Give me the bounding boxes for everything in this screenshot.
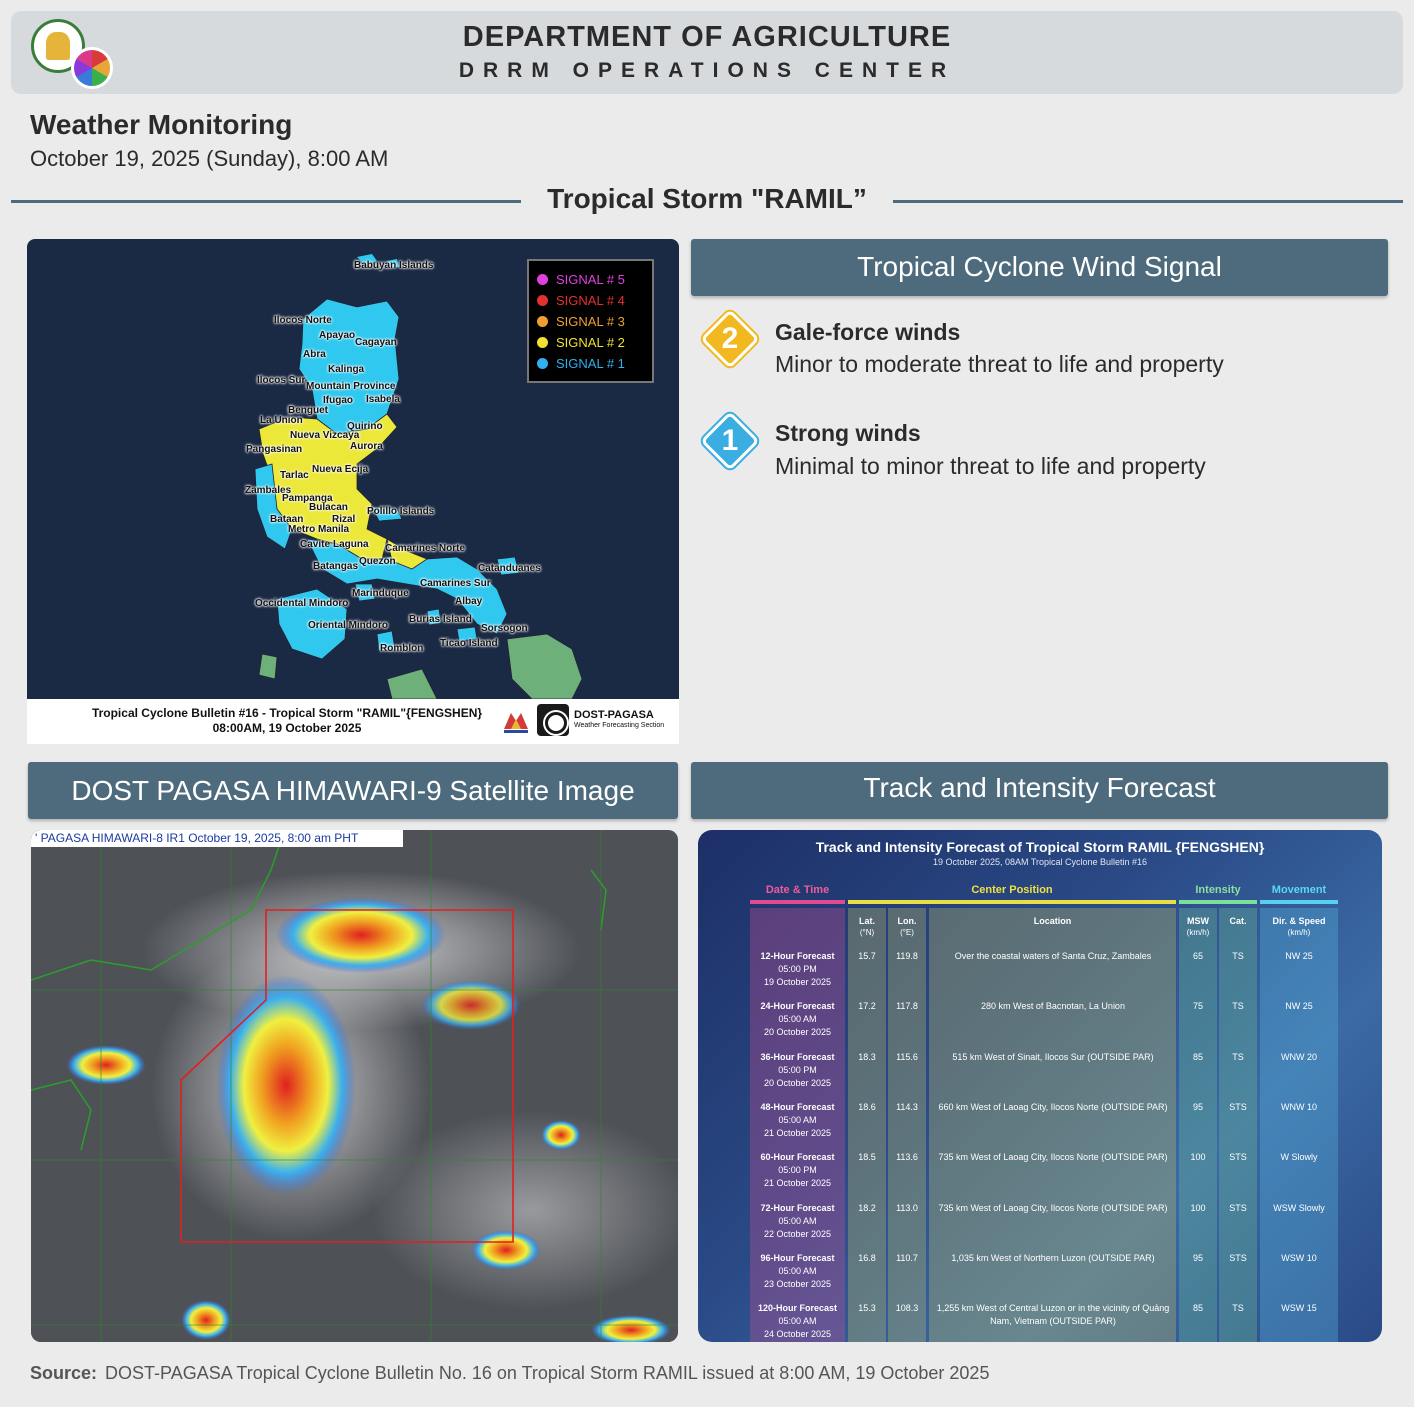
cell-time: 05:00 PM [778,1064,817,1075]
cell-cat: TS [1232,1001,1244,1012]
map-label: Camarines Norte [385,543,466,554]
cell-date: 21 October 2025 [763,1178,832,1189]
cell-period [750,1000,845,1039]
cell-location: Over the coastal waters of Santa Cruz, Zambales [954,951,1152,961]
satellite-image-graphic [31,830,678,1342]
cell-location: 1,255 km West of Central Luzon or in the vicinity of Quảng Nam, Vietnam (OUTSIDE PAR) [936,1303,1170,1327]
map-label: Pampanga [282,493,333,504]
legend-item [537,269,644,290]
cell-location: 660 km West of Laoag City, Ilocos Norte (OUTSIDE PAR) [938,1101,1168,1112]
group-intensity: Intensity [1195,884,1241,896]
column-unit: (°E) [900,928,914,937]
cell-movement: WSW Slowly [1273,1202,1325,1213]
cell-msw: 65 [1192,951,1203,961]
divider-left [11,200,521,203]
legend-label: SIGNAL # 1 [556,356,625,371]
map-label: La Union [260,415,303,426]
map-label: Mountain Province [306,381,396,392]
cell-cat: STS [1229,1152,1247,1163]
group-center-position: Center Position [971,884,1053,896]
map-label: Quirino [347,421,383,432]
legend-swatch [537,337,548,348]
map-label: Rizal [332,514,356,525]
legend-item [537,353,644,374]
cell-cat: STS [1229,1101,1247,1112]
column-unit: (km/h) [1287,928,1311,937]
cell-movement: WNW 10 [1281,1101,1317,1112]
cell-location: 280 km West of Bacnotan, La Union [981,1001,1125,1012]
cell-lat: 18.2 [858,1202,876,1213]
table-row [698,1202,1382,1252]
column-label: Dir. & Speed [1272,916,1326,926]
map-label: Tarlac [280,470,309,481]
map-label: Kalinga [328,364,365,375]
cell-msw: 100 [1190,1152,1206,1163]
forecast-title: Track and Intensity Forecast of Tropical Storm RAMIL {FENGSHEN} [815,839,1265,855]
page-date: October 19, 2025 (Sunday), 8:00 AM [30,146,389,171]
column-header-lat [848,916,886,938]
storm-title: Tropical Storm "RAMIL” [547,183,867,214]
group-movement: Movement [1271,884,1327,896]
cell-movement: WNW 20 [1281,1051,1317,1062]
header-banner [11,11,1403,94]
wind-signal-map [27,239,679,699]
cell-lon: 108.3 [895,1303,919,1314]
satellite-caption: ' PAGASA HIMAWARI-8 IR1 October 19, 2025, 8:00 am PHT [31,830,403,847]
map-label: Benguet [288,405,328,416]
map-label: Isabela [366,394,400,405]
cell-location: 1,035 km West of Northern Luzon (OUTSIDE PAR) [951,1252,1155,1263]
cell-time: 05:00 AM [778,1215,817,1226]
cell-date: 24 October 2025 [763,1329,832,1340]
cell-date: 21 October 2025 [763,1127,832,1138]
table-row [698,1302,1382,1342]
cell-cat: STS [1229,1202,1247,1213]
map-label: Apayao [319,330,356,341]
map-label: Oriental Mindoro [308,620,388,631]
table-row [698,1252,1382,1302]
agency-subname: Weather Forecasting Section [574,722,665,729]
cell-date: 19 October 2025 [763,977,832,987]
column-header-movement [1260,916,1338,938]
satellite-image [31,830,678,1342]
legend-swatch [537,358,548,369]
header-subtitle: DRRM OPERATIONS CENTER [458,59,956,82]
group-date-time: Date & Time [765,884,830,896]
cell-period: 12-Hour Forecast [760,951,835,961]
cell-lon: 119.8 [896,951,918,961]
map-label: Zambales [245,485,292,496]
signal-1-description: Minimal to minor threat to life and property [775,453,1206,479]
cell-lat: 18.3 [858,1051,876,1062]
column-header-location: Location [1033,916,1072,926]
column-header-lon [888,916,926,938]
cell-date: 23 October 2025 [763,1278,832,1289]
group-line-intensity [1179,900,1257,904]
cell-time: 05:00 AM [778,1014,817,1025]
column-unit: (°N) [859,928,875,937]
map-label: Babuyan Islands [354,260,434,271]
cell-cat: TS [1232,1303,1244,1314]
cell-movement: W Slowly [1280,1152,1318,1163]
cell-movement: NW 25 [1285,951,1313,961]
cell-lon: 113.0 [896,1202,918,1213]
header-title: DEPARTMENT OF AGRICULTURE [462,21,952,53]
cell-msw: 95 [1192,1252,1203,1263]
map-label: Metro Manila [288,524,350,535]
map-label: Batangas [313,561,359,572]
legend-label: SIGNAL # 4 [556,293,625,308]
forecast-header: Track and Intensity Forecast [691,762,1388,819]
divider-right [893,200,1403,203]
cell-location: 735 km West of Laoag City, Ilocos Norte (OUTSIDE PAR) [938,1202,1168,1213]
map-label: Abra [303,349,326,360]
table-row [698,1101,1382,1151]
map-label: Bataan [270,514,304,525]
cell-time: 05:00 PM [778,964,817,974]
group-line-center [848,900,1176,904]
map-label: Nueva Vizcaya [290,430,360,441]
cell-lon: 115.6 [896,1051,918,1062]
cell-period: 120-Hour Forecast [757,1303,838,1314]
map-label: Burias Island [409,614,472,625]
column-label: Lat. [858,916,875,926]
map-label: Romblon [380,643,424,654]
wind-signal-header: Tropical Cyclone Wind Signal [691,239,1388,296]
signal-2-description: Minor to moderate threat to life and property [775,351,1224,377]
column-header-msw [1179,916,1217,938]
cell-msw: 75 [1192,1001,1203,1012]
cell-period: 36-Hour Forecast [760,1051,835,1062]
cell-lon: 117.8 [896,1001,918,1012]
cell-period [750,950,845,989]
legend-swatch [537,295,548,306]
legend-label: SIGNAL # 2 [556,335,625,350]
signal-legend [527,259,654,383]
cell-date: 22 October 2025 [763,1228,832,1239]
legend-swatch [537,316,548,327]
cell-time: 05:00 PM [778,1165,817,1176]
map-label: Marinduque [352,588,409,599]
table-row [698,1000,1382,1050]
source-text: DOST-PAGASA Tropical Cyclone Bulletin No. 16 on Tropical Storm RAMIL issued at 8:00 AM, 19 October 2025 [105,1363,990,1383]
philippine-seal-icon [501,707,531,735]
map-label: Bulacan [309,502,348,513]
map-label: Sorsogon [481,623,528,634]
cell-lat: 18.5 [858,1152,876,1163]
cell-cat: TS [1232,951,1244,961]
cell-msw: 85 [1192,1051,1203,1062]
cell-time: 05:00 AM [778,1265,817,1276]
cell-cat: STS [1229,1252,1247,1263]
forecast-table-panel [698,830,1382,1342]
forecast-subtitle: 19 October 2025, 08AM Tropical Cyclone Bulletin #16 [932,857,1148,867]
column-unit: (km/h) [1186,928,1210,937]
table-row [698,1051,1382,1101]
legend-label: SIGNAL # 3 [556,314,625,329]
cell-msw: 100 [1190,1202,1206,1213]
cell-location: 515 km West of Sinait, Ilocos Sur (OUTSIDE PAR) [952,1051,1154,1062]
page-title: Weather Monitoring [30,109,293,140]
cell-msw: 95 [1192,1101,1203,1112]
cell-lat: 16.8 [858,1252,876,1263]
signal-1-number: 1 [721,424,739,457]
cell-lat: 15.7 [858,951,876,961]
map-label: Cagayan [355,337,397,348]
cell-lon: 110.7 [896,1252,918,1263]
map-label: Polillo Islands [367,506,435,517]
source-label: Source: [30,1363,98,1383]
cell-period [750,1252,845,1291]
map-label: Ifugao [323,395,353,406]
cell-period: 96-Hour Forecast [760,1252,835,1263]
map-label: Pangasinan [246,444,303,455]
map-caption-time: 08:00AM, 19 October 2025 [212,721,362,735]
cell-date: 20 October 2025 [763,1077,832,1088]
cell-period [750,1051,845,1090]
group-line-date [750,900,845,904]
signal-2-heading: Gale-force winds [775,319,961,345]
cell-lat: 18.6 [858,1101,876,1112]
signal-1-heading: Strong winds [775,420,921,446]
cell-period: 72-Hour Forecast [760,1202,835,1213]
signal-2-number: 2 [721,322,739,355]
cell-period: 48-Hour Forecast [760,1101,835,1112]
cell-date: 20 October 2025 [763,1027,832,1038]
cell-period [750,1101,845,1140]
map-label: Quezon [359,556,396,567]
map-label: Albay [455,596,483,607]
map-caption: Tropical Cyclone Bulletin #16 - Tropical Storm "RAMIL"{FENGSHEN} [91,706,483,720]
cell-lon: 114.3 [896,1101,918,1112]
cell-lon: 113.6 [896,1152,918,1163]
cell-lat: 15.3 [858,1303,876,1314]
cell-lat: 17.2 [858,1001,876,1012]
map-label: Catanduanes [478,563,541,574]
group-line-movement [1260,900,1338,904]
column-header-cat: Cat. [1229,916,1247,926]
wind-signal-map-panel [27,239,679,744]
satellite-header: DOST PAGASA HIMAWARI-9 Satellite Image [28,762,678,819]
legend-label: SIGNAL # 5 [556,272,625,287]
cell-cat: TS [1232,1051,1244,1062]
agency-name: DOST-PAGASA [574,709,654,721]
dost-pagasa-logo [537,704,569,736]
legend-item [537,332,644,353]
cell-period: 60-Hour Forecast [760,1152,835,1163]
legend-item [537,311,644,332]
map-label: Cavite [300,539,331,550]
map-label: Ilocos Sur [257,375,306,386]
cell-location: 735 km West of Laoag City, Ilocos Norte (OUTSIDE PAR) [938,1152,1168,1163]
cell-movement: WSW 10 [1281,1252,1317,1263]
cell-period [750,1202,845,1241]
map-label: Ticao Island [440,638,498,649]
cell-msw: 85 [1192,1303,1203,1314]
cell-period [750,1302,845,1341]
legend-item [537,290,644,311]
column-label: Lon. [897,916,917,926]
cell-period: 24-Hour Forecast [760,1001,835,1012]
column-label: MSW [1187,916,1209,926]
table-row [698,950,1382,1000]
legend-swatch [537,274,548,285]
cell-time: 05:00 AM [778,1316,817,1327]
source-note [30,1363,989,1384]
map-label: Nueva Ecija [312,464,369,475]
map-label: Aurora [350,441,383,452]
map-label: Ilocos Norte [274,315,332,326]
map-label: Occidental Mindoro [255,598,349,609]
cell-time: 05:00 AM [778,1114,817,1125]
map-label: Camarines Sur [420,578,491,589]
cell-movement: WSW 15 [1281,1303,1317,1314]
map-label: Laguna [333,539,369,550]
cell-period [750,1151,845,1190]
cell-movement: NW 25 [1285,1001,1313,1012]
table-row [698,1151,1382,1201]
